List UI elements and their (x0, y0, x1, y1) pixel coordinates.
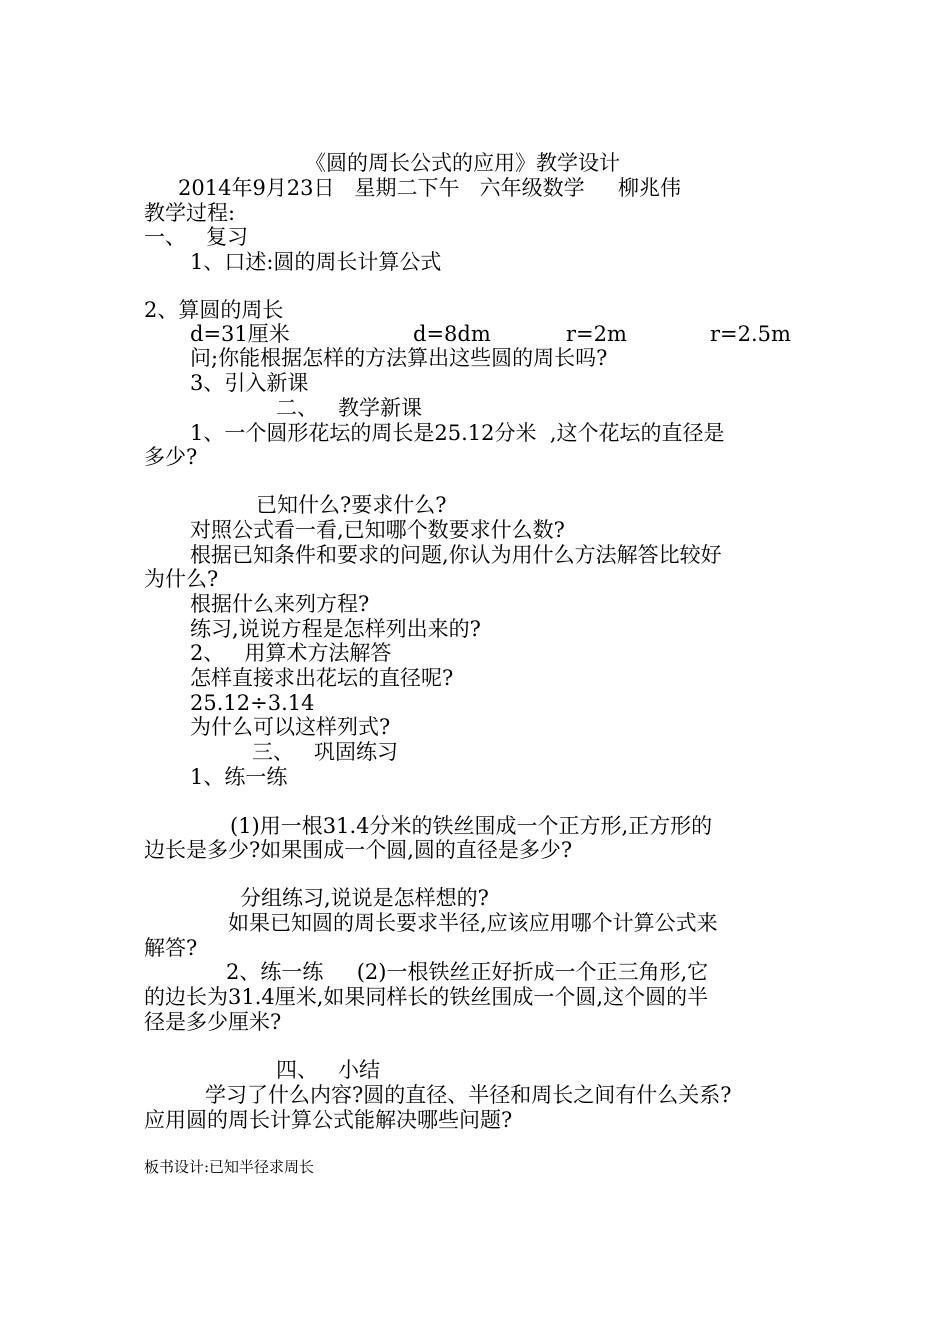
summary-line: 学习了什么内容?圆的直径、半径和周长之间有什么关系? (205, 1083, 732, 1107)
section-practice-heading: 三、 巩固练习 (252, 740, 399, 764)
section-review-heading: 一、 复习 (144, 225, 249, 249)
section-new-lesson-heading: 二、 教学新课 (276, 396, 423, 420)
expression: 25.12÷3.14 (190, 691, 315, 715)
circle-values-row (0, 322, 950, 346)
radius-question: 解答? (144, 936, 198, 960)
review-question: 问;你能根据怎样的方法算出这些圆的周长吗? (190, 346, 608, 370)
problem-line: 多少? (144, 445, 198, 469)
exercise-line: (1)用一根31.4分米的铁丝围成一个正方形,正方形的 (230, 814, 713, 838)
problem-line: 1、一个圆形花坛的周长是25.12分米 ,这个花坛的直径是 (190, 421, 725, 445)
document-meta: 2014年9月23日 星期二下午 六年级数学 柳兆伟 (178, 176, 681, 200)
guiding-question: 已知什么?要求什么? (256, 493, 447, 517)
guiding-question: 练习,说说方程是怎样列出来的? (190, 617, 481, 641)
circle-value: d=8dm (413, 322, 491, 346)
board-design: 板书设计:已知半径求周长 (144, 1158, 315, 1176)
process-label: 教学过程: (144, 201, 236, 225)
document-title: 《圆的周长公式的应用》教学设计 (305, 151, 620, 175)
method-heading: 2、 用算术方法解答 (190, 641, 392, 665)
guiding-question: 为什么可以这样列式? (190, 715, 391, 739)
exercise-line: 2、练一练 (2)一根铁丝正好折成一个正三角形,它 (226, 960, 709, 984)
guiding-question: 根据什么来列方程? (190, 592, 370, 616)
guiding-question: 为什么? (144, 567, 219, 591)
exercise-line: 径是多少厘米? (144, 1010, 282, 1034)
review-item-3: 3、引入新课 (190, 371, 309, 395)
exercise-line: 的边长为31.4厘米,如果同样长的铁丝围成一个圆,这个圆的半 (144, 985, 709, 1009)
group-practice: 分组练习,说说是怎样想的? (240, 886, 489, 910)
exercise-line: 边长是多少?如果围成一个圆,圆的直径是多少? (144, 838, 573, 862)
practice-item-1: 1、练一练 (190, 765, 288, 789)
guiding-question: 怎样直接求出花坛的直径呢? (190, 666, 454, 690)
review-item-1: 1、口述:圆的周长计算公式 (190, 250, 442, 274)
summary-line: 应用圆的周长计算公式能解决哪些问题? (144, 1108, 513, 1132)
review-item-2: 2、算圆的周长 (144, 298, 284, 322)
circle-value: d=31厘米 (190, 322, 290, 346)
circle-value: r=2m (566, 322, 627, 346)
section-summary-heading: 四、 小结 (276, 1058, 381, 1082)
radius-question: 如果已知圆的周长要求半径,应该应用哪个计算公式来 (228, 911, 718, 935)
guiding-question: 根据已知条件和要求的问题,你认为用什么方法解答比较好 (190, 543, 722, 567)
circle-value: r=2.5m (710, 322, 791, 346)
guiding-question: 对照公式看一看,已知哪个数要求什么数? (190, 518, 565, 542)
